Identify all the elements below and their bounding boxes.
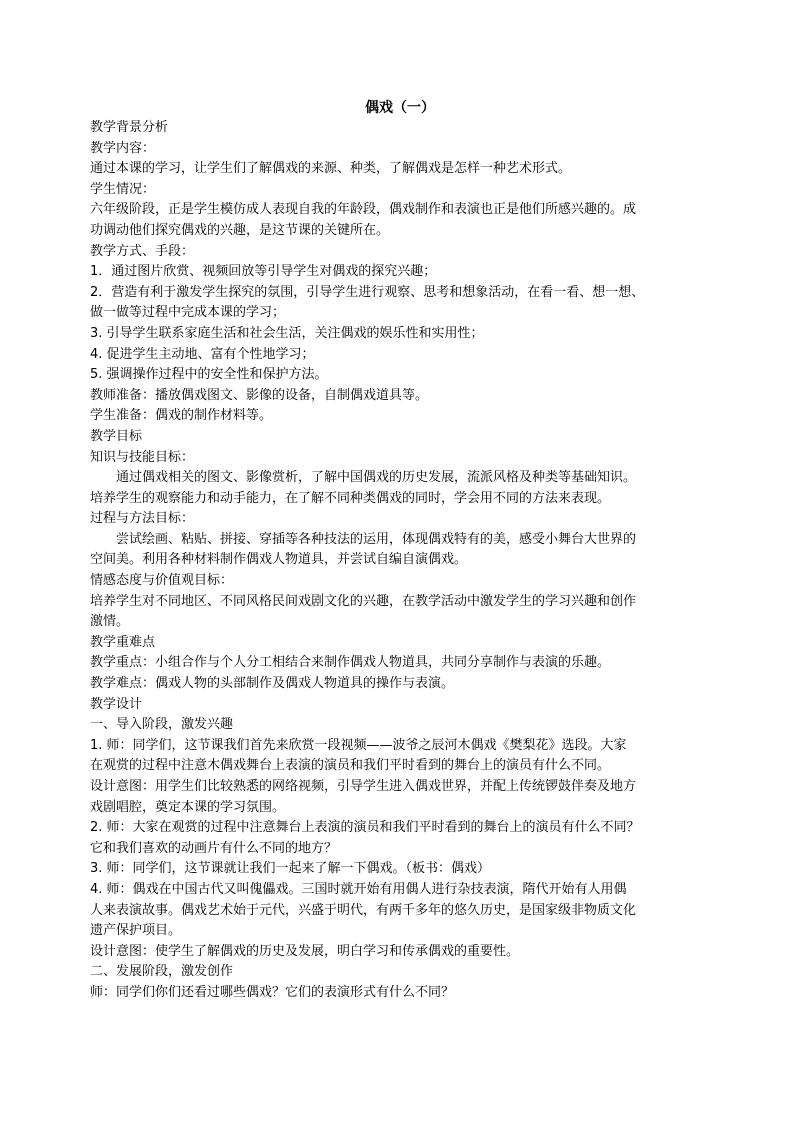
section-heading-key-points: 教学重难点 [90,634,156,650]
subheading-stage-one: 一、导入阶段，激发兴趣 [90,717,234,733]
section-heading-design: 教学设计 [90,696,143,712]
list-item: 4. 促进学生主动地、富有个性地学习； [90,346,315,362]
paragraph-line: 设计意图：用学生们比较熟悉的网络视频，引导学生进入偶戏世界，并配上传统锣鼓伴奏及地方 [90,779,637,794]
list-item: 5. 强调操作过程中的安全性和保护方法。 [90,367,328,383]
paragraph-line: 激情。 [90,614,130,630]
list-item: 1．通过图片欣赏、视频回放等引导学生对偶戏的探究兴趣； [90,264,437,280]
paragraph-line: 通过偶戏相关的图文、影像赏析，了解中国偶戏的历史发展，流派风格及种类等基础知识。 [116,470,637,486]
subheading-attitude: 情感态度与价值观目标： [90,573,234,589]
list-item: 2．营造有利于激发学生探究的氛围，引导学生进行观察、思考和想象活动，在看一看、想一想、 [90,284,645,300]
document-body [90,118,710,1004]
document-page [90,98,710,1004]
paragraph-line: 培养学生的观察能力和动手能力，在了解不同种类偶戏的同时，学会用不同的方法来表现。 [90,490,611,506]
subheading-stage-two: 二、发展阶段，激发创作 [90,964,234,980]
paragraph-line: 通过本课的学习，让学生们了解偶戏的来源、种类，了解偶戏是怎样一种艺术形式。 [90,161,572,177]
paragraph-line: 教学难点：偶戏人物的头部制作及偶戏人物道具的操作与表演。 [90,676,455,692]
list-item-continued: 做一做等过程中完成本课的学习； [90,305,286,321]
subheading-students: 学生情况： [90,181,156,197]
paragraph-line: 培养学生对不同地区、不同风格民间戏剧文化的兴趣，在教学活动中激发学生的学习兴趣和创作 [90,593,637,609]
paragraph-line: 空间美。利用各种材料制作偶戏人物道具，并尝试自编自演偶戏。 [90,552,468,568]
paragraph-line: 设计意图：使学生了解偶戏的历史及发展，明白学习和传承偶戏的重要性。 [90,943,520,959]
paragraph-line: 功调动他们探究偶戏的兴趣，是这节课的关键所在。 [90,222,390,238]
paragraph-line: 4. 师：偶戏在中国古代又叫傀儡戏。三国时就开始有用偶人进行杂技表演，隋代开始有人用偶 [90,881,627,897]
paragraph-line: 人来表演故事。偶戏艺术始于元代，兴盛于明代，有两千多年的悠久历史，是国家级非物质文化 [90,902,637,918]
subheading-content: 教学内容： [90,140,156,156]
paragraph-line: 在观赏的过程中注意木偶戏舞台上表演的演员和我们平时看到的舞台上的演员有什么不同。 [90,758,611,774]
paragraph-line: 戏剧唱腔，奠定本课的学习氛围。 [90,799,286,815]
paragraph-line: 教学重点：小组合作与个人分工相结合来制作偶戏人物道具，共同分享制作与表演的乐趣。 [90,655,611,671]
paragraph-line: 教师准备：播放偶戏图文、影像的设备，自制偶戏道具等。 [90,387,429,403]
paragraph-line: 它和我们喜欢的动画片有什么不同的地方？ [90,840,338,856]
paragraph-line: 遗产保护项目。 [90,923,182,939]
subheading-process: 过程与方法目标： [90,511,195,527]
subheading-methods: 教学方式、手段： [90,243,195,259]
section-heading-background: 教学背景分析 [90,120,169,135]
document-title: 偶戏（一） [365,100,435,116]
paragraph-line: 学生准备：偶戏的制作材料等。 [90,408,273,424]
paragraph-line: 2. 师：大家在观赏的过程中注意舞台上表演的演员和我们平时看到的舞台上的演员有什么不同？ [90,820,640,836]
paragraph-line: 师：同学们你们还看过哪些偶戏？它们的表演形式有什么不同？ [90,984,455,1000]
subheading-knowledge: 知识与技能目标： [90,449,195,465]
paragraph-line: 1. 师：同学们，这节课我们首先来欣赏一段视频——波爷之辰河木偶戏《樊梨花》选段。大家 [90,737,627,753]
section-heading-objectives: 教学目标 [90,428,143,444]
list-item: 3. 引导学生联系家庭生活和社会生活，关注偶戏的娱乐性和实用性； [90,325,484,341]
paragraph-line: 六年级阶段，正是学生模仿成人表现自我的年龄段，偶戏制作和表演也正是他们所感兴趣的。成 [90,202,637,218]
paragraph-line: 3. 师：同学们，这节课就让我们一起来了解一下偶戏。（板书：偶戏） [90,861,491,877]
paragraph-line: 尝试绘画、粘贴、拼接、穿插等各种技法的运用，体现偶戏特有的美，感受小舞台大世界的 [116,531,637,547]
